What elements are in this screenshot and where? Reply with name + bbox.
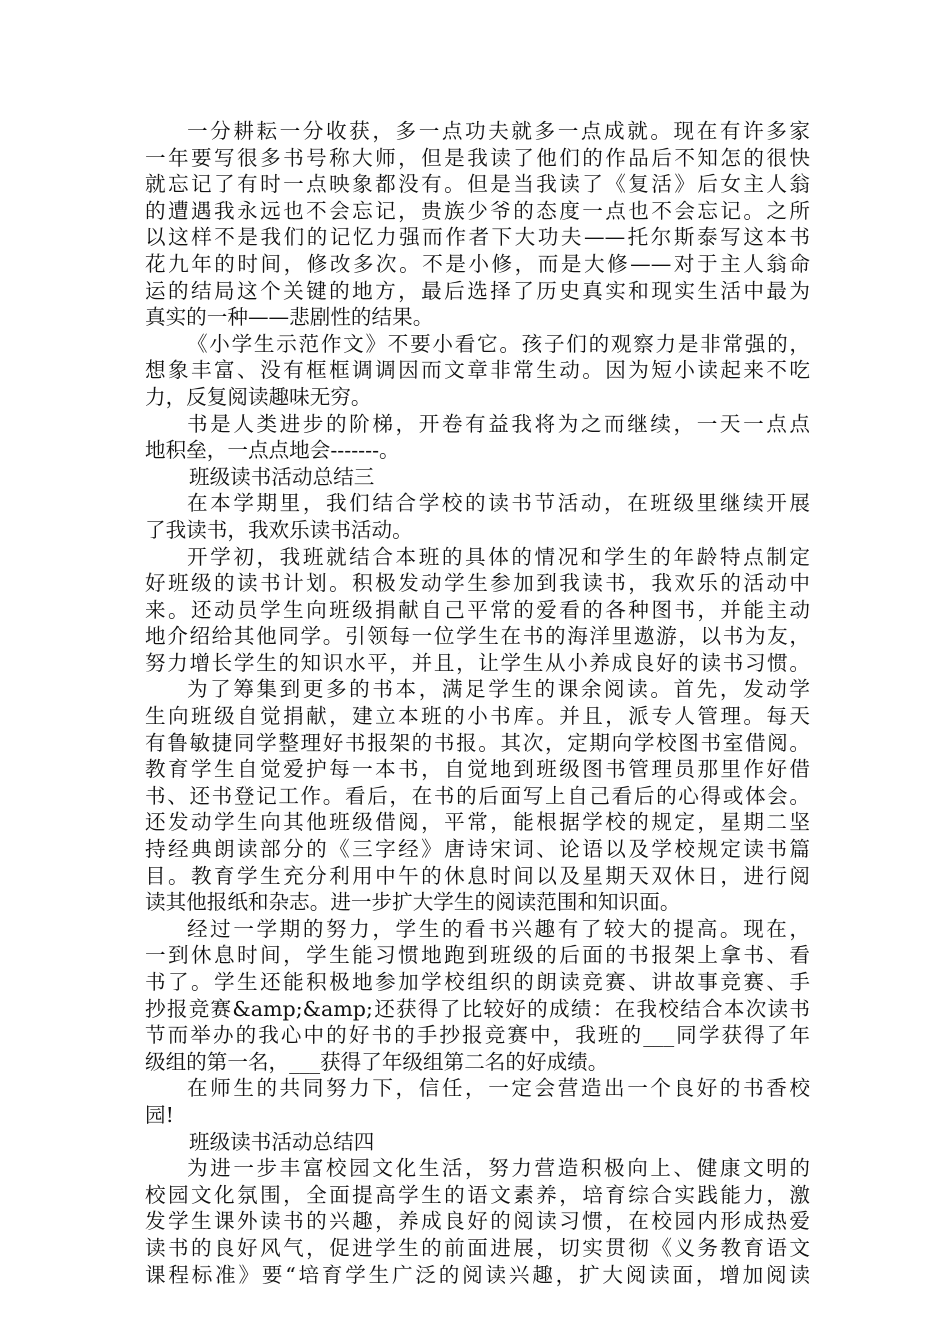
paragraph-line: 书是人类进步的阶梯，开卷有益我将为之而继续，一天一点点 [187,411,810,436]
paragraph-line: 经过一学期的努力，学生的看书兴趣有了较大的提高。现在， [187,916,810,941]
paragraph-line: 以这样不是我们的记忆力强而作者下大功夫——托尔斯泰写这本书 [145,225,810,250]
paragraph-line: 书、还书登记工作。看后，在书的后面写上自己看后的心得或体会。 [145,783,810,808]
paragraph-line: 书了。学生还能积极地参加学校组织的朗读竞赛、讲故事竞赛、手 [145,970,810,994]
paragraph-line: 地积垒，一点点地会-------。 [145,438,400,463]
paragraph-line: 一到休息时间，学生能习惯地跑到班级的后面的书报架上拿书、看 [145,943,810,968]
paragraph-line: 来。还动员学生向班级捐献自己平常的爱看的各种图书，并能主动 [145,597,810,622]
paragraph-line: 抄报竞赛&amp;&amp;还获得了比较好的成绩：在我校结合本次读书 [145,996,810,1021]
paragraph-line: 开学初，我班就结合本班的具体的情况和学生的年龄特点制定 [187,544,810,569]
paragraph-line: 《小学生示范作文》不要小看它。孩子们的观察力是非常强的， [187,331,810,356]
paragraph-line: 好班级的读书计划。积极发动学生参加到我读书，我欢乐的活动中 [145,571,810,596]
paragraph-line: 园! [145,1102,174,1127]
section-heading: 班级读书活动总结四 [189,1129,375,1154]
paragraph-line: 为了筹集到更多的书本，满足学生的课余阅读。首先，发动学 [187,677,810,702]
paragraph-line: 想象丰富、没有框框调调因而文章非常生动。因为短小读起来不吃 [145,358,810,383]
paragraph-line: 一分耕耘一分收获，多一点功夫就多一点成就。现在有许多家 [187,119,810,143]
paragraph-line: 力，反复阅读趣味无穷。 [145,384,372,409]
paragraph-line: 读其他报纸和杂志。进一步扩大学生的阅读范围和知识面。 [145,890,681,915]
paragraph-line: 为进一步丰富校园文化生活，努力营造积极向上、健康文明的 [187,1156,810,1181]
paragraph-line: 努力增长学生的知识水平，并且，让学生从小养成良好的读书习惯。 [145,650,810,675]
paragraph-line: 发学生课外读书的兴趣，养成良好的阅读习惯，在校园内形成热爱 [145,1209,810,1234]
paragraph-line: 目。教育学生充分利用中午的休息时间以及星期天双休日，进行阅 [145,863,810,888]
paragraph-line: 级组的第一名，___获得了年级组第二名的好成绩。 [145,1049,609,1074]
paragraph-line: 持经典朗读部分的《三字经》唐诗宋词、论语以及学校规定读书篇 [145,837,810,862]
paragraph-line: 地介绍给其他同学。引领每一位学生在书的海洋里遨游，以书为友， [145,624,810,649]
section-heading: 班级读书活动总结三 [189,464,375,489]
paragraph-line: 生向班级自觉捐献，建立本班的小书库。并且，派专人管理。每天 [145,704,810,729]
paragraph-line: 有鲁敏捷同学整理好书报架的书报。其次，定期向学校图书室借阅。 [145,730,810,755]
paragraph-line: 读书的良好风气，促进学生的前面进展，切实贯彻《义务教育语文 [145,1235,810,1260]
paragraph-line: 一年要写很多书号称大师，但是我读了他们的作品后不知怎的很快 [145,145,810,170]
paragraph-line: 运的结局这个关键的地方，最后选择了历史真实和现实生活中最为 [145,278,810,303]
paragraph-line: 真实的一种——悲剧性的结果。 [145,305,434,330]
paragraph-line: 还发动学生向其他班级借阅，平常，能根据学校的规定，星期二坚 [145,810,810,835]
paragraph-line: 花九年的时间，修改多次。不是小修，而是大修——对于主人翁命 [145,251,810,276]
paragraph-line: 了我读书，我欢乐读书活动。 [145,517,413,542]
paragraph-line: 在本学期里，我们结合学校的读书节活动，在班级里继续开展 [187,491,810,516]
paragraph-line: 教育学生自觉爱护每一本书，自觉地到班级图书管理员那里作好借 [145,757,810,782]
document-body [145,118,810,1288]
paragraph-line: 就忘记了有时一点映象都没有。但是当我读了《复活》后女主人翁 [145,172,810,197]
paragraph-line: 校园文化氛围，全面提高学生的语文素养，培育综合实践能力，激 [145,1182,810,1207]
paragraph-line: 节而举办的我心中的好书的手抄报竞赛中，我班的___同学获得了年 [145,1023,810,1048]
paragraph-line: 课程标准》要“培育学生广泛的阅读兴趣，扩大阅读面，增加阅读 [145,1262,810,1287]
paragraph-line: 在师生的共同努力下，信任，一定会营造出一个良好的书香校 [187,1076,810,1101]
paragraph-line: 的遭遇我永远也不会忘记，贵族少爷的态度一点也不会忘记。之所 [145,198,810,223]
